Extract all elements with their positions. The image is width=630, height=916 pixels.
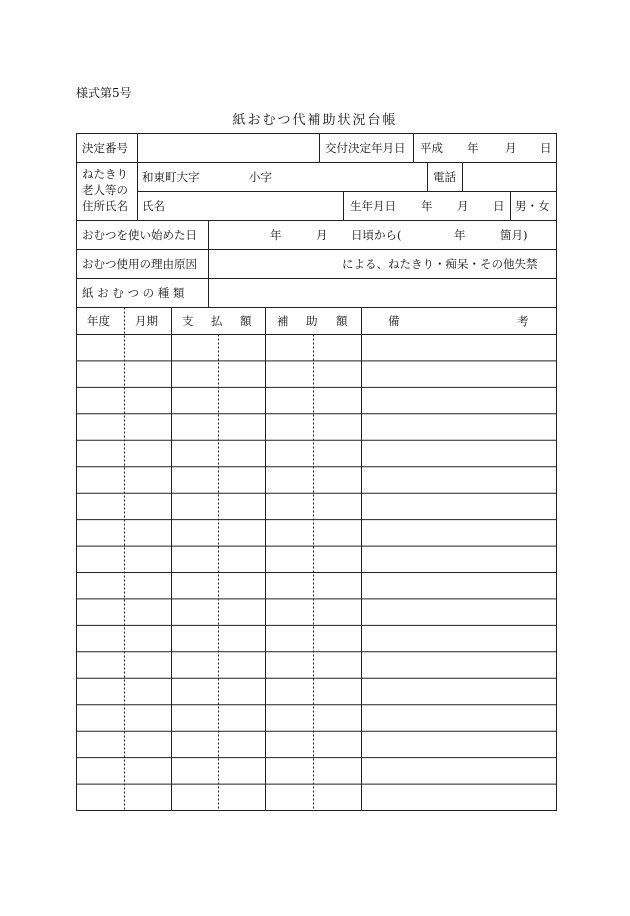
start-since-label: 日頃から( bbox=[351, 228, 402, 242]
col-subsidy-char2: 助 bbox=[306, 314, 318, 328]
reason-label: おむつ使用の理由原因 bbox=[82, 257, 197, 271]
bedridden-label-line2: 老人等の bbox=[82, 183, 128, 197]
col-payment-char1: 支 bbox=[182, 314, 194, 328]
start-year2-label: 年 bbox=[454, 228, 466, 242]
bedridden-label-line3: 住所氏名 bbox=[82, 199, 128, 213]
diaper-type-label: 紙 お む つ の 種 類 bbox=[82, 286, 185, 300]
month-label: 月 bbox=[505, 141, 517, 155]
issue-date-label: 交付決定年月日 bbox=[325, 141, 406, 155]
birthdate-label: 生年月日 bbox=[350, 199, 396, 213]
gender-label: 男・女 bbox=[515, 199, 550, 213]
bedridden-label-line1: ねたきり bbox=[82, 167, 128, 181]
day-label: 日 bbox=[540, 141, 552, 155]
col-payment-char2: 払 bbox=[211, 314, 223, 328]
birth-year-label: 年 bbox=[421, 199, 433, 213]
birth-day-label: 日 bbox=[493, 199, 505, 213]
start-months-label: 箇月) bbox=[500, 228, 528, 242]
col-note-char2: 考 bbox=[517, 314, 529, 328]
address-small: 小字 bbox=[249, 170, 272, 184]
col-month-header: 月期 bbox=[135, 314, 158, 328]
col-payment-char3: 額 bbox=[240, 314, 252, 328]
start-year-label: 年 bbox=[270, 228, 282, 242]
phone-label: 電話 bbox=[433, 170, 456, 184]
decision-number-label: 決定番号 bbox=[82, 141, 128, 155]
start-date-label: おむつを使い始めた日 bbox=[82, 228, 197, 242]
col-note-char1: 備 bbox=[388, 314, 400, 328]
table-row-lines bbox=[77, 361, 557, 784]
start-month-label: 月 bbox=[316, 228, 328, 242]
col-subsidy-char3: 額 bbox=[336, 314, 348, 328]
era-label: 平成 bbox=[420, 141, 443, 155]
name-label: 氏名 bbox=[142, 199, 165, 213]
form-title: 紙おむつ代補助状況台帳 bbox=[232, 113, 398, 128]
col-year-header: 年度 bbox=[87, 314, 110, 328]
birth-month-label: 月 bbox=[457, 199, 469, 213]
col-subsidy-char1: 補 bbox=[277, 314, 289, 328]
address-prefix: 和東町大字 bbox=[142, 170, 200, 184]
reason-text: による、ねたきり・痴呆・その他失禁 bbox=[342, 257, 538, 271]
form-number: 様式第5号 bbox=[76, 86, 132, 100]
year-label: 年 bbox=[467, 141, 479, 155]
